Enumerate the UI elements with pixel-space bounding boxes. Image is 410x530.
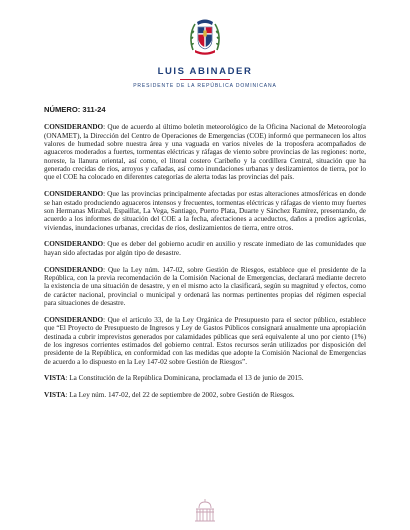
paragraph-considerando-4 (44, 266, 366, 308)
palace-emblem-icon (193, 497, 217, 523)
paragraph-considerando-1 (44, 123, 366, 181)
paragraph-vista-1 (44, 374, 366, 382)
decree-number-label: NÚMERO: (44, 105, 81, 114)
paragraph-lead: VISTA (44, 374, 66, 383)
paragraph-text: : Que el artículo 33, de la Ley Orgánica de Presupuesto para el sector público, establece que “El Proyecto de Presupuesto de Ingresos y Ley de Gastos Públicos consignará anualmente una apropiación destinada a cubrir imprevistos generados por calamidades públicas que será equivalente al uno por ciento (1%) de los ingresos corrientes estimados del gobierno central. Estos recursos serán utilizados por disposición del presidente de la República, en conformidad con las medidas que adopte la Comisión Nacional de Emergencias de acuerdo a lo dispuesto en la Ley 147-02 sobre Gestión de Riesgos”. (44, 315, 366, 366)
decree-number-value: 311-24 (82, 105, 106, 114)
paragraph-text: : Que es deber del gobierno acudir en auxilio y rescate inmediato de las comunidades que hayan sido afectadas por algún tipo de desastre. (44, 240, 366, 257)
paragraph-lead: CONSIDERANDO (44, 123, 104, 132)
paragraph-vista-2 (44, 391, 366, 399)
header-divider (180, 79, 230, 80)
paragraph-lead: CONSIDERANDO (44, 265, 104, 274)
paragraph-text: : Que la Ley núm. 147-02, sobre Gestión de Riesgos, establece que el presidente de la República, con la previa recomendación de la Comisión Nacional de Emergencias, declarará mediante decreto la existencia de una situación de desastre, y en el mismo acto la clasificará, según su magnitud y efectos, como de carácter nacional, provincial o municipal y ordenará las normas pertinentes propias del régimen especial para situaciones de desastre. (44, 265, 366, 308)
decree-number (44, 106, 366, 114)
paragraph-considerando-3 (44, 240, 366, 257)
paragraph-text: : La Ley núm. 147-02, del 22 de septiembre de 2002, sobre Gestión de Riesgos. (65, 391, 295, 400)
paragraph-considerando-2 (44, 190, 366, 232)
paragraph-lead: CONSIDERANDO (44, 190, 104, 199)
paragraph-lead: CONSIDERANDO (44, 240, 104, 249)
paragraph-text: : La Constitución de la República Dominicana, proclamada el 13 de junio de 2015. (65, 374, 304, 383)
paragraph-text: : Que de acuerdo al último boletín meteorológico de la Oficina Nacional de Meteorología (ONAMET), la Dirección del Centro de Operaciones de Emergencias (COE) informó que permanecen los altos valores de humedad sobre nuestra área y una vaguada en varios niveles de la troposfera acompañados de aguaceros moderados a fuertes, tormentas eléctricas y ráfagas de viento sobre provincias de las regiones: norte, noreste, la llanura oriental, así como, el litoral costero Caribeño y la cordillera Central, situación que ha generado crecidas de ríos, arroyos y cañadas, así como inundaciones urbanas y deslizamientos de tierra, por lo que el COE ha colocado en diferentes categorías de alerta todas las provincias del país. (44, 123, 366, 182)
president-name: LUIS ABINADER (157, 66, 253, 77)
decree-body (44, 106, 366, 408)
paragraph-considerando-5 (44, 316, 366, 366)
paragraph-lead: VISTA (44, 391, 66, 400)
paragraph-text: : Que las provincias principalmente afectadas por estas alteraciones atmosféricas en donde se han estado produciendo aguaceros intensos y frecuentes, tormentas eléctricas y ráfagas de viento muy fuertes son Hermanas Mirabal, Espaillat, La Vega, Santiago, Puerto Plata, Duarte y Sánchez Ramírez, presentando, de acuerdo a los informes de situación del COE a la fecha, afectaciones a acueductos, daños a predios agrícolas, viviendas, inundaciones urbanas, crecidas de ríos, deslizamientos de tierra, entre otros. (44, 190, 366, 232)
president-title: PRESIDENTE DE LA REPÚBLICA DOMINICANA (133, 83, 277, 89)
paragraph-lead: CONSIDERANDO (44, 315, 104, 324)
coat-of-arms-icon (188, 16, 222, 56)
